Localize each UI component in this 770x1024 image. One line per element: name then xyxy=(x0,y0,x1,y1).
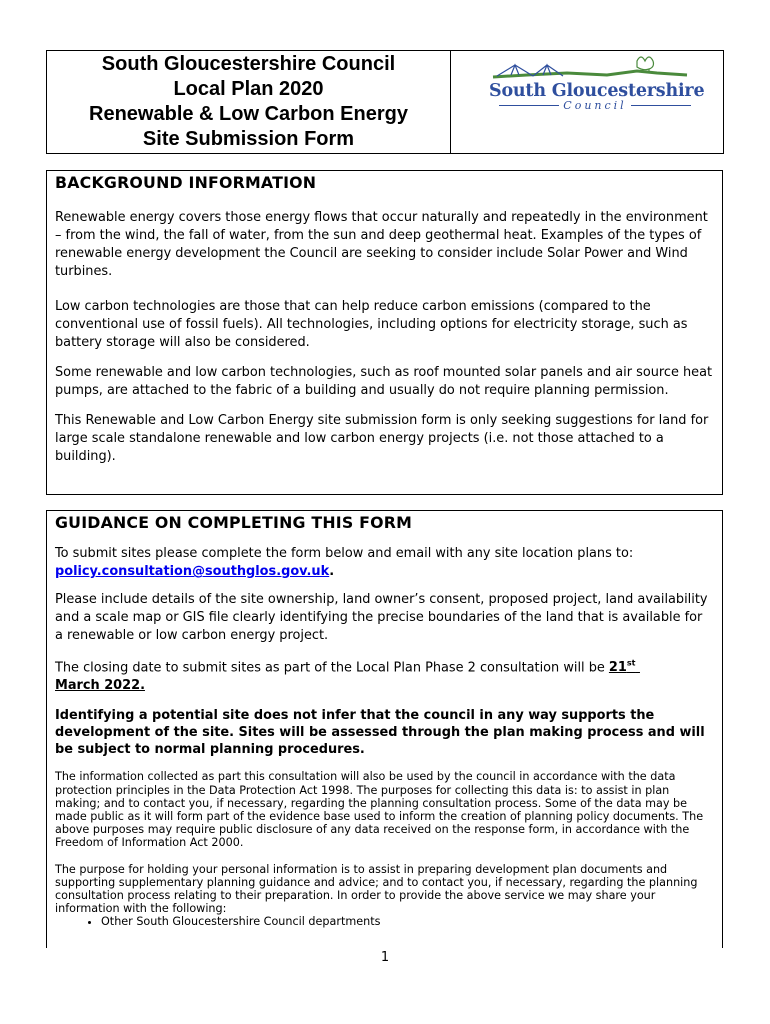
list-item: • Other South Gloucestershire Council departments xyxy=(101,915,714,928)
header-table xyxy=(46,50,724,154)
document-title xyxy=(47,51,451,153)
logo-sub-text: Council xyxy=(563,99,627,112)
data-protection-paragraph: The information collected as part this consultation will also be used by the council in accordance with the data protection principles in the Data Protection Act 1998. The purposes for collecting this data is: to assist in plan making; and to contact you, if necessary, regarding the planning consultation process. Some of the data may be made public as it will form part of the evidence base used to inform the creation of planning policy documents. The above purposes may require public disclosure of any data received on the response form, in accordance with the Freedom of Information Act 2000. xyxy=(55,770,704,850)
closing-month: March 2022. xyxy=(55,678,145,694)
background-paragraph-2: Low carbon technologies are those that can help reduce carbon emissions (compared to the conventional use of fossil fuels). All technologies, including options for electricity storage, such as battery storage will also be considered. xyxy=(55,299,688,350)
logo-rule-right xyxy=(631,105,691,106)
guidance-paragraph-1 xyxy=(55,545,714,581)
title-line-3: Renewable & Low Carbon Energy xyxy=(89,103,408,125)
guidance-section xyxy=(46,510,723,948)
email-link[interactable]: policy.consultation@southglos.gov.uk xyxy=(55,564,330,579)
title-line-4: Site Submission Form xyxy=(142,128,355,150)
guidance-heading: GUIDANCE ON COMPLETING THIS FORM xyxy=(55,513,413,532)
closing-day-number: 21 xyxy=(608,660,627,676)
logo-rule-left xyxy=(499,105,559,106)
page-number: 1 xyxy=(380,950,390,965)
personal-information-paragraph: The purpose for holding your personal information is to assist in preparing development plan documents and supporting supplementary planning guidance and advice; and to contact you, if necessary, regarding the planning consultation process relating to their preparation. In order to provide the above service we may share your information with the following: xyxy=(55,862,698,916)
title-line-2: Local Plan 2020 xyxy=(173,78,324,100)
email-period: . xyxy=(329,564,335,579)
guidance-paragraph-3 xyxy=(55,655,714,695)
logo-bridge-landscape-icon xyxy=(487,51,697,83)
guidance-intro-text: To submit sites please complete the form below and email with any site location plans to: xyxy=(55,546,634,561)
guidance-paragraph-4: Identifying a potential site does not infer that the council in any way supports the development of the site. Sites will be assessed through the plan making process and will be subject to normal planning procedures. xyxy=(55,708,705,758)
sharing-list xyxy=(55,915,714,928)
council-logo xyxy=(451,51,723,153)
background-section xyxy=(46,170,723,495)
title-line-1: South Gloucestershire Council xyxy=(101,53,396,75)
logo-text: South Gloucestershire xyxy=(489,81,705,101)
background-paragraph-1: Renewable energy covers those energy flows that occur naturally and repeatedly in the environment – from the wind, the fall of water, from the sun and deep geothermal heat. Examples of the types of renewable energy development the Council are seeking to consider include Solar Power and Wind turbines. xyxy=(55,210,708,279)
closing-day-suffix: st xyxy=(626,659,636,668)
background-paragraph-4: This Renewable and Low Carbon Energy site submission form is only seeking suggestions for land for large scale standalone renewable and low carbon energy projects (i.e. not those attached to a building). xyxy=(55,413,709,464)
background-heading: BACKGROUND INFORMATION xyxy=(55,173,317,192)
closing-date-text: The closing date to submit sites as part of the Local Plan Phase 2 consultation will be xyxy=(55,660,609,676)
background-paragraph-3: Some renewable and low carbon technologies, such as roof mounted solar panels and air source heat pumps, are attached to the fabric of a building and usually do not require planning permission. xyxy=(55,365,713,398)
guidance-paragraph-2: Please include details of the site ownership, land owner’s consent, proposed project, land availability and a scale map or GIS file clearly identifying the precise boundaries of the land that is available for a renewable or low carbon energy project. xyxy=(55,592,708,643)
closing-day xyxy=(609,660,640,675)
logo-subtitle xyxy=(499,99,691,112)
